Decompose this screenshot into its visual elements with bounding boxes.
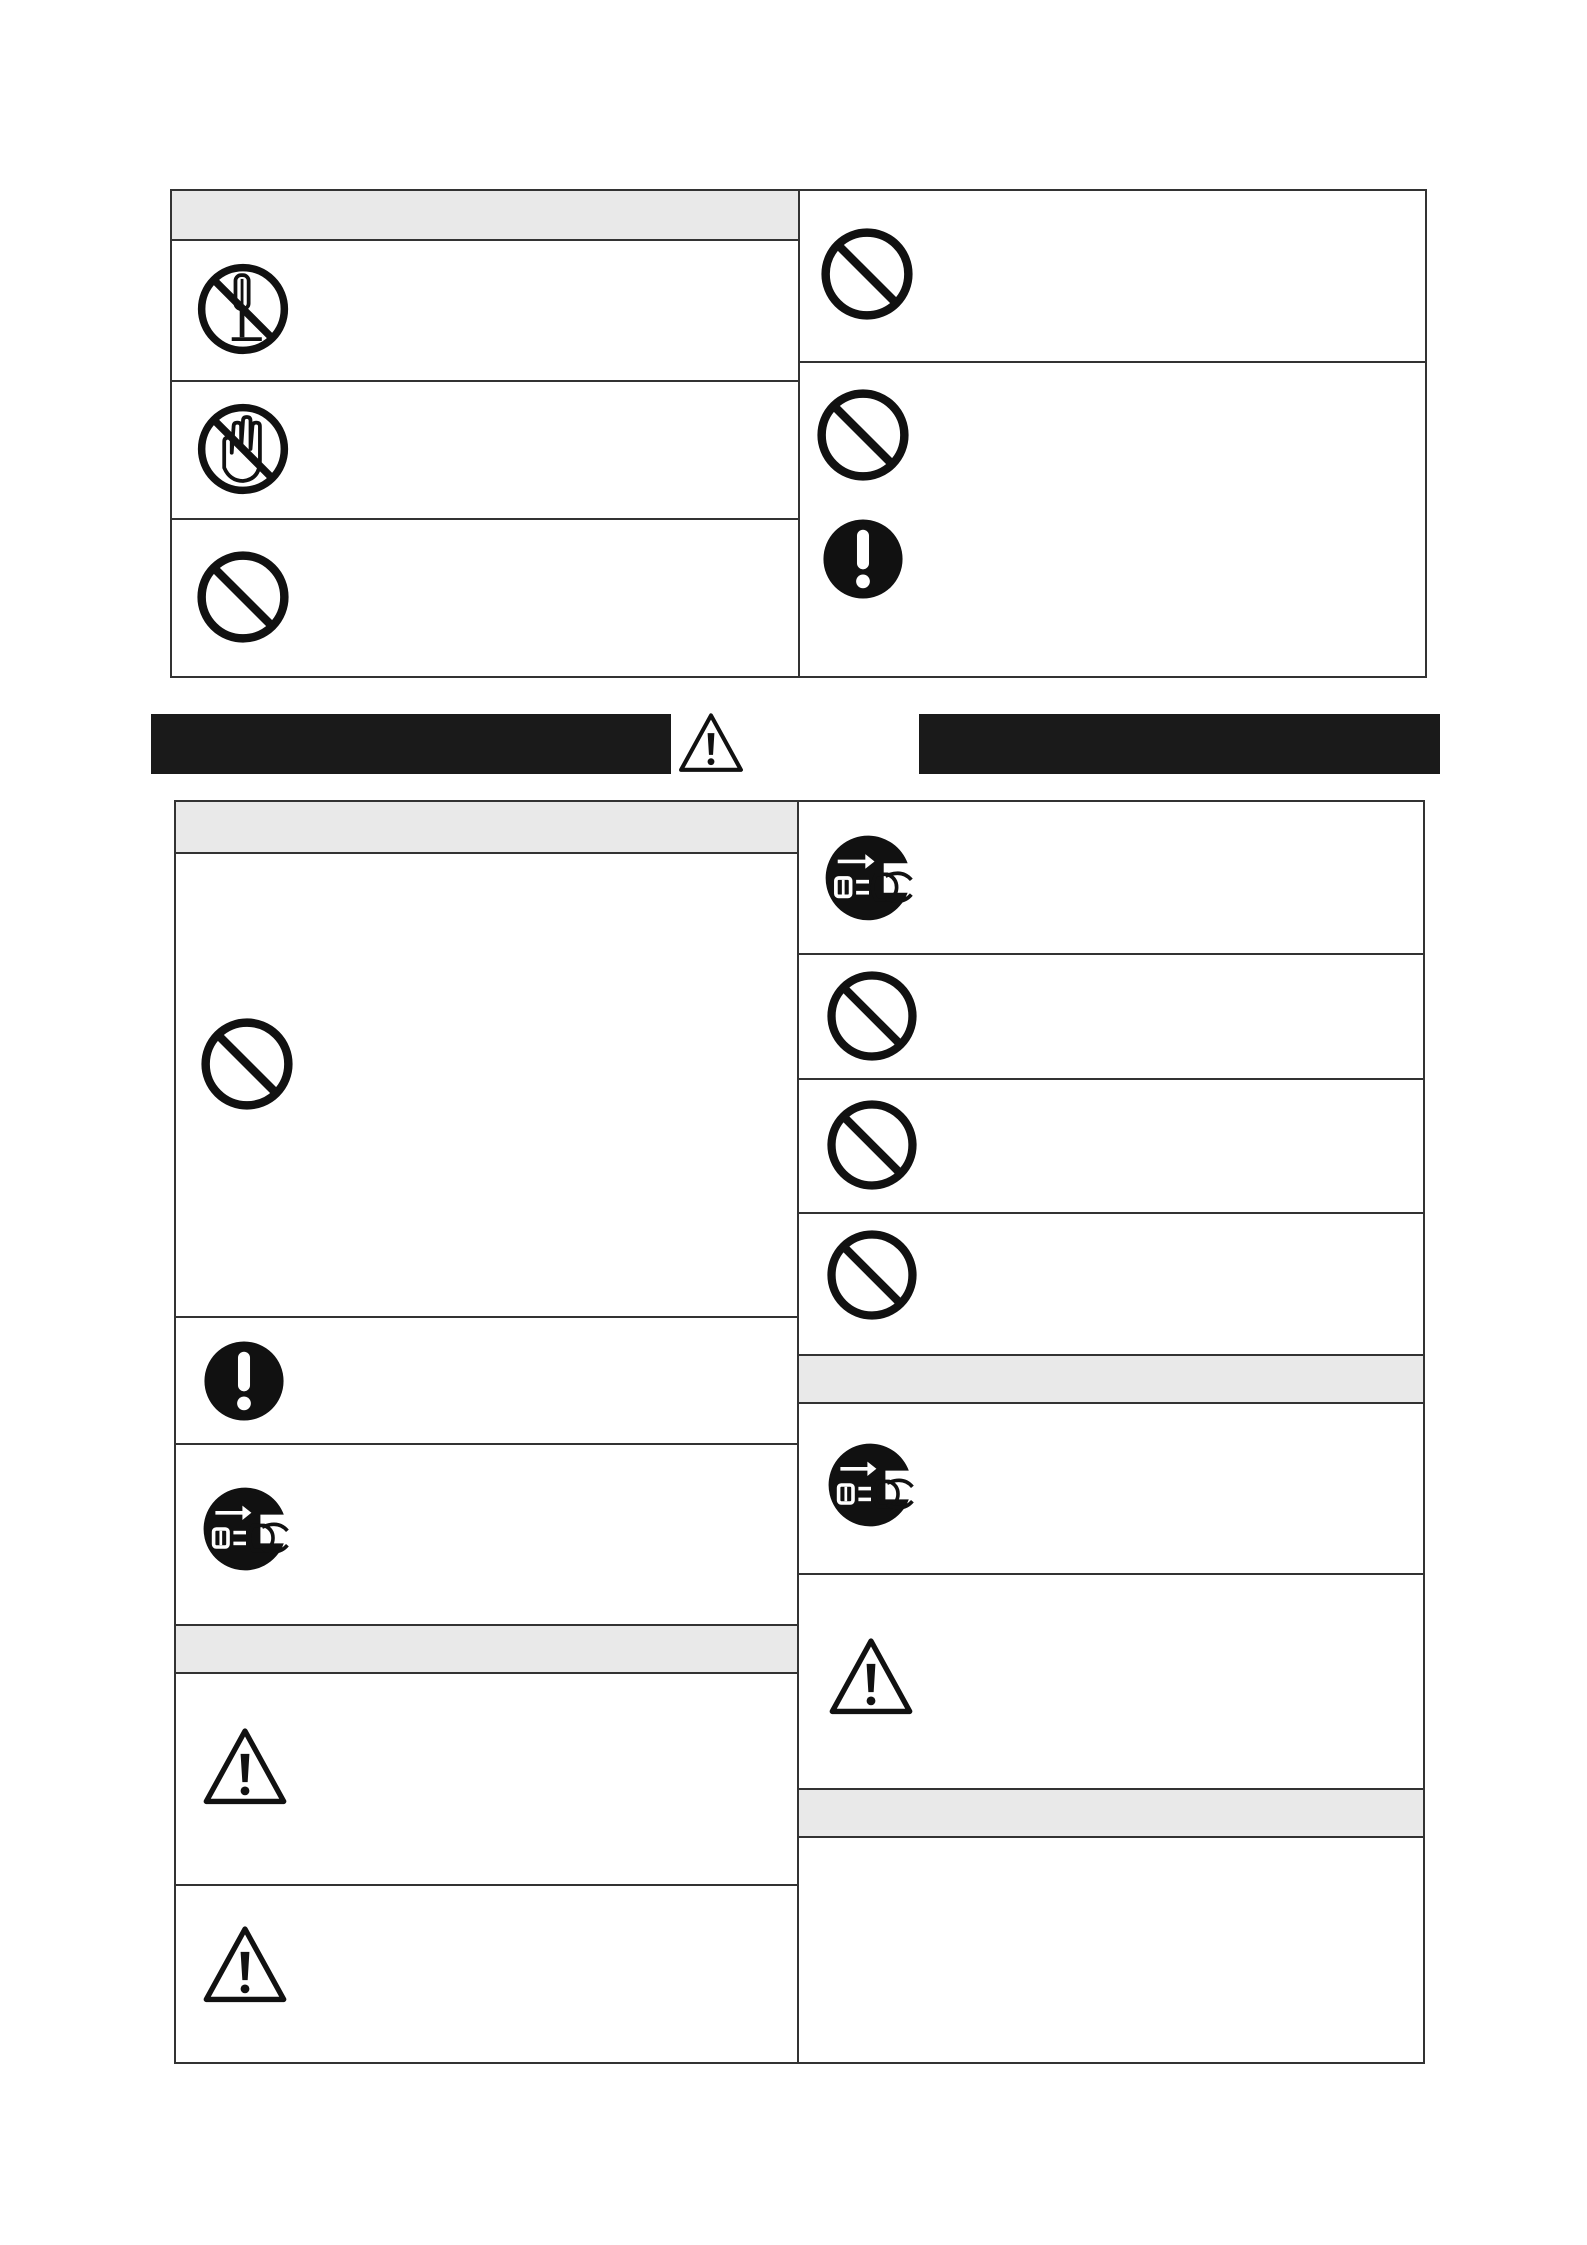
- prohibition-icon: [820, 227, 914, 321]
- divider: [797, 1402, 1425, 1404]
- prohibition-icon: [200, 1017, 294, 1111]
- divider: [174, 1443, 798, 1445]
- divider: [170, 518, 799, 520]
- top-panel-column-divider: [798, 189, 800, 678]
- do-not-touch-icon: [196, 402, 290, 496]
- prohibition-icon: [826, 1229, 918, 1321]
- unplug-icon: [826, 1440, 916, 1530]
- divider: [174, 852, 798, 854]
- unplug-icon: [201, 1484, 291, 1574]
- prohibition-icon: [196, 550, 290, 644]
- no-disassembly-icon: [196, 262, 290, 356]
- bottom-right-section2-header: [799, 1356, 1423, 1402]
- top-left-section-header: [172, 191, 798, 239]
- divider: [798, 361, 1427, 363]
- caution-triangle-icon: [198, 1922, 292, 2010]
- prohibition-icon: [816, 388, 910, 482]
- divider: [797, 1212, 1425, 1214]
- mandatory-action-icon: [820, 516, 906, 602]
- divider: [170, 239, 799, 241]
- bottom-panel-column-divider: [797, 800, 799, 2064]
- divider: [174, 1884, 798, 1886]
- divider: [174, 1316, 798, 1318]
- caution-triangle-icon: [198, 1724, 292, 1812]
- divider: [170, 380, 799, 382]
- bottom-left-section1-header: [176, 802, 797, 852]
- banner-left-bar: [151, 714, 671, 774]
- prohibition-icon: [826, 970, 918, 1062]
- unplug-icon: [823, 832, 915, 924]
- divider: [797, 1836, 1425, 1838]
- divider: [797, 1573, 1425, 1575]
- warning-triangle-icon: [674, 710, 748, 778]
- prohibition-icon: [826, 1099, 918, 1191]
- bottom-left-section2-header: [176, 1626, 797, 1672]
- caution-triangle-icon: [824, 1634, 918, 1722]
- divider: [797, 1788, 1425, 1790]
- divider: [797, 1078, 1425, 1080]
- mandatory-action-icon: [201, 1338, 287, 1424]
- bottom-right-section3-header: [799, 1790, 1423, 1836]
- banner-right-bar: [919, 714, 1440, 774]
- divider: [174, 1672, 798, 1674]
- divider: [797, 953, 1425, 955]
- bottom-safety-panel: [174, 800, 1425, 2064]
